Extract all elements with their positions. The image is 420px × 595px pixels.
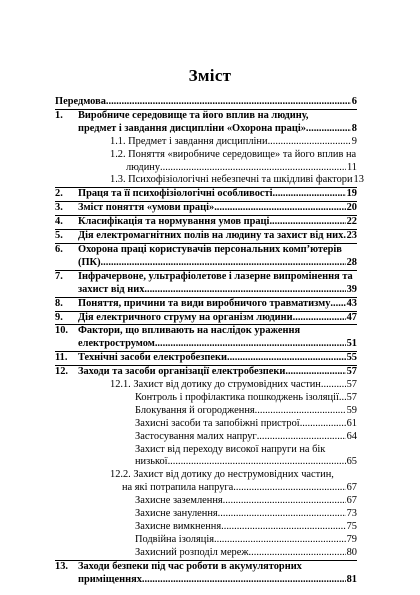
toc-page-number: 9 [351,135,357,147]
toc-entry-title: Зміст поняття «умови праці» [78,202,215,214]
leader-dots [221,521,345,534]
leader-dots [227,352,346,365]
page-title: Зміст [188,66,232,85]
toc-entry-12[interactable] [55,365,357,379]
leader-dots [268,136,351,149]
toc-entry-2[interactable] [55,187,357,201]
toc-entry-5[interactable] [55,229,357,243]
toc-page-number: 79 [346,533,357,545]
toc-page-number: 73 [346,508,357,520]
leader-dots [233,482,345,495]
toc-page-number: 28 [346,256,357,268]
leader-dots [273,188,346,201]
toc-entry-double-insulation[interactable] [135,534,357,547]
toc-page-number: 57 [346,366,357,378]
toc-entry-insulation-control[interactable] [135,392,357,405]
table-of-contents [55,96,364,587]
toc-entry-1-2[interactable] [110,149,357,175]
toc-entry-title-cont: низької [135,456,168,468]
toc-entry-title-cont: захист від них [78,283,145,295]
toc-entry-shutdown[interactable] [135,521,357,534]
toc-entry-3[interactable] [55,201,357,215]
toc-entry-number: 8. [55,297,63,309]
toc-entry-neutralization[interactable] [135,508,357,521]
toc-entry-grounding[interactable] [135,495,357,508]
toc-page-number: 81 [346,573,357,585]
toc-page-number: 75 [346,521,357,532]
leader-dots [257,431,346,444]
toc-entry-title: Дія електромагнітних полів на людину та захист від них [78,230,344,242]
toc-entry-title: Заходи безпеки під час роботи в акумуляторних [78,560,302,572]
toc-entry-1[interactable] [55,109,357,136]
toc-entry-title: Класифікація та нормування умов праці [78,216,270,228]
leader-dots [293,312,346,325]
toc-entry-12-2[interactable] [110,469,357,495]
toc-entry-title-cont: людину [126,161,161,173]
leader-dots [269,216,345,229]
leader-dots [218,508,346,521]
toc-entry-title-cont: предмет і завдання дисципліни «Охорона праці» [78,122,306,134]
leader-dots [106,96,351,109]
leader-dots [168,456,346,469]
toc-entry-1-1[interactable] [110,136,357,149]
toc-page-number: 67 [346,482,357,494]
toc-page-number: 22 [346,216,357,228]
toc-page-number: 6 [351,96,357,107]
toc-entry-12-1[interactable] [110,379,357,392]
toc-page-number: 67 [346,495,357,507]
toc-entry-title: Дія електричного струму на організм людини [78,311,293,323]
toc-entry-13[interactable] [55,560,357,587]
leader-dots [249,547,346,560]
toc-page-number: 11 [346,161,357,173]
toc-entry-number: 7. [55,270,63,282]
leader-dots [339,392,346,405]
toc-entry-title-cont: приміщеннях [78,573,142,585]
toc-entry-title: 12.2. Захист від дотику до неструмовідних частин, [110,469,334,481]
toc-entry-number: 13. [55,560,68,572]
toc-page-number: 43 [346,297,357,309]
toc-entry-number: 3. [55,202,63,214]
toc-entry-number: 12. [55,366,68,378]
toc-page-number: 47 [346,311,357,323]
toc-entry-title: Захист від переходу високої напруги на бік [135,443,326,455]
toc-page-number: 8 [351,122,357,134]
leader-dots [255,405,346,418]
toc-page-number: 20 [346,202,357,214]
leader-dots [144,284,345,297]
toc-entry-title-cont: на які потрапила напруга [122,482,234,494]
toc-entry-title: Захисні засоби та запобіжні пристрої [135,417,300,429]
leader-dots [300,418,346,431]
toc-entry-title: Поняття, причини та види виробничого травматизму [78,297,331,309]
leader-dots [160,162,346,175]
toc-entry-title: Захисне занулення [135,508,218,520]
toc-entry-high-voltage-transfer[interactable] [135,444,357,470]
toc-entry-title: Захисне вимкнення [135,521,222,532]
leader-dots [214,202,345,215]
toc-entry-low-voltage[interactable] [135,431,357,444]
toc-page-number: 65 [346,456,357,468]
toc-page-number: 59 [346,404,357,416]
toc-entry-number: 6. [55,243,63,255]
toc-entry-title: Застосування малих напруг [135,430,257,442]
leader-dots [321,379,346,392]
leader-dots [285,366,345,379]
toc-entry-title: Інфрачервоне, ультрафіолетове і лазерне випромінення та [78,270,353,282]
leader-dots [101,257,346,270]
toc-entry-preface[interactable] [55,96,357,109]
toc-entry-title: Захисне заземлення [135,495,223,507]
toc-entry-number: 10. [55,325,68,337]
toc-page-number: 39 [346,283,357,295]
toc-entry-title: Передмова [55,96,106,107]
leader-dots [306,123,351,136]
toc-entry-title: Захисний розподіл мереж [135,546,249,558]
leader-dots [214,534,346,547]
leader-dots [330,298,345,311]
toc-entry-number: 1. [55,109,63,121]
toc-entry-11[interactable] [55,351,357,365]
toc-entry-10[interactable] [55,324,357,351]
toc-entry-title-cont: (ПК) [78,256,101,268]
toc-entry-title: Виробниче середовище та його вплив на людину, [78,109,309,121]
toc-entry-title: Фактори, що впливають на наслідок ураження [78,325,301,337]
toc-page-number: 51 [346,338,357,350]
toc-page-number: 57 [346,391,357,403]
toc-entry-number: 4. [55,216,63,228]
toc-entry-title: Технічні засоби електробезпеки [78,352,227,364]
toc-entry-title-cont: електрострумом [78,338,155,350]
toc-page-number: 64 [346,430,357,442]
toc-entry-title: Блокування й огородження [135,404,255,416]
toc-entry-number: 9. [55,311,63,323]
toc-entry-title: Заходи та засоби організації електробезпеки [78,366,286,378]
toc-entry-title: Подвійна ізоляція [135,533,214,545]
toc-entry-7[interactable] [55,270,357,297]
toc-entry-number: 5. [55,230,63,242]
toc-page-number: 19 [346,188,357,200]
toc-page-number: 57 [346,379,357,391]
toc-entry-title: 1.1. Предмет і завдання дисципліни [110,135,268,147]
toc-entry-title: Контроль і профілактика пошкоджень ізоляції [135,391,339,403]
toc-entry-blocking[interactable] [135,405,357,418]
toc-entry-1-3[interactable] [110,174,364,187]
toc-entry-title: Праця та її психофізіологічні особливості [78,188,273,200]
toc-entry-title: 1.2. Поняття «виробниче середовище» та його вплив на [110,148,357,160]
toc-entry-8[interactable] [55,297,357,311]
toc-entry-6[interactable] [55,243,357,270]
leader-dots [223,495,346,508]
toc-entry-title: 1.3. Психофізіологічні небезпечні та шкідливі фактори [110,174,353,186]
leader-dots [155,338,346,351]
toc-entry-number: 2. [55,188,63,200]
toc-entry-number: 11. [55,352,68,364]
toc-page-number: 55 [346,352,357,364]
toc-entry-title: 12.1. Захист від дотику до струмовідних частин [110,379,321,391]
toc-entry-protective-means[interactable] [135,418,357,431]
toc-entry-title: Охорона праці користувачів персональних комп’ютерів [78,243,342,255]
toc-page-number: 80 [346,546,357,558]
toc-entry-network-separation[interactable] [135,547,357,560]
toc-page-number: 61 [346,417,357,429]
toc-page-number: 23 [346,230,357,242]
toc-page-number: 13 [353,174,364,186]
toc-entry-4[interactable] [55,215,357,229]
toc-entry-9[interactable] [55,311,357,325]
leader-dots [142,574,346,587]
